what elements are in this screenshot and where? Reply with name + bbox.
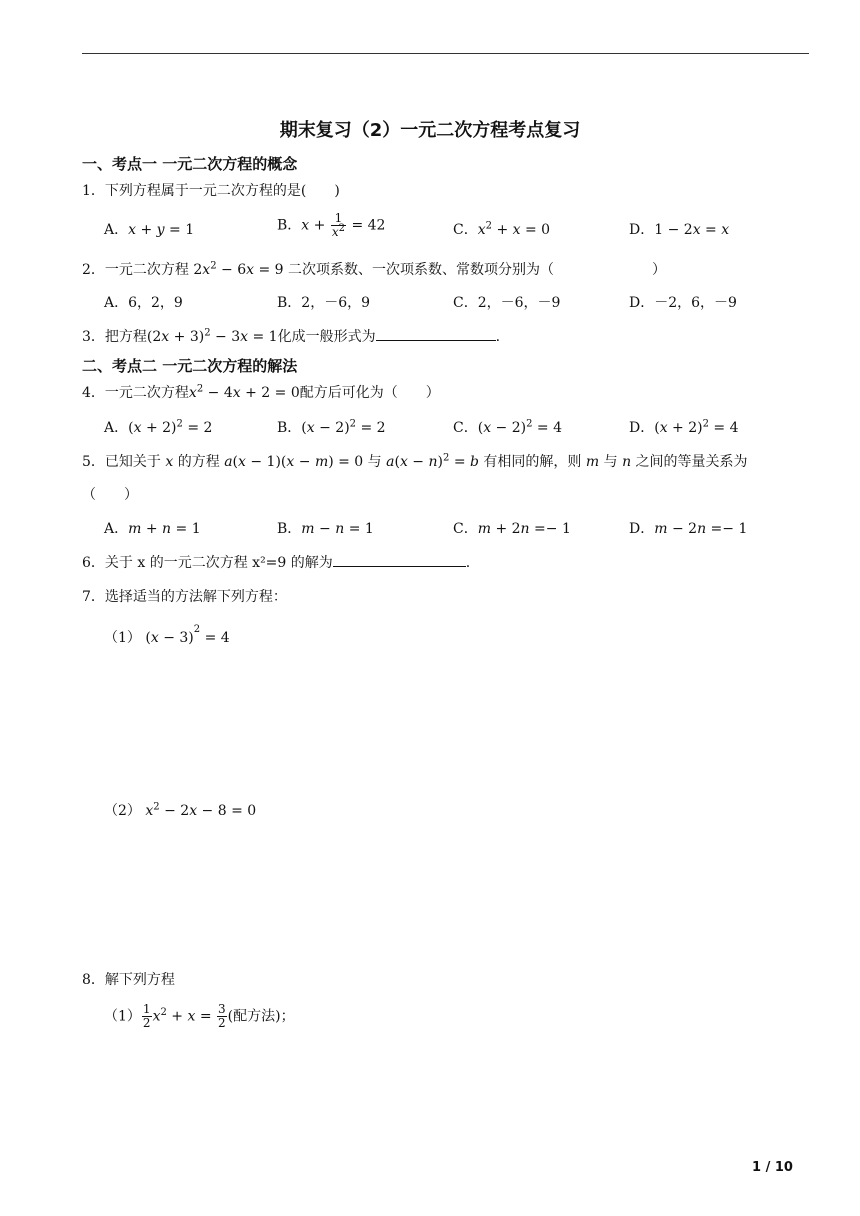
question-8: 8．解下列方程 (82, 972, 175, 988)
q4-option-d: D．$(x + 2)^2 = 4$ (629, 418, 739, 436)
q5-paren: （ ） (82, 487, 138, 503)
question-1: 1．下列方程属于一元二次方程的是( ) (82, 183, 340, 199)
question-5: 5．已知关于 x 的方程 a(x − 1)(x − m) = 0 与 $a(x - n)^2 = b$ 有相同的解，则 m 与 n 之间的等量关系为 (82, 452, 748, 470)
q6-answer-blank[interactable] (333, 552, 466, 567)
q4-option-c: C．$(x - 2)^2 = 4$ (453, 418, 563, 436)
page-number: 1 / 10 (752, 1160, 793, 1175)
section-heading-1: 一、考点一 一元二次方程的概念 (82, 155, 298, 173)
q5-option-b: B．m − n = 1 (277, 521, 374, 537)
q5-option-d: D．m − 2n =− 1 (629, 521, 748, 537)
question-6: 6．关于 x 的一元二次方程 x²=9 的解为 . (82, 552, 470, 572)
question-3: 3．把方程$(2x + 3)^2 - 3x = 1$化成一般形式为 . (82, 327, 501, 345)
page-title: 期末复习（2）一元二次方程考点复习 (279, 120, 581, 141)
q4-option-a: A．$(x + 2)^2 = 2$ (104, 418, 213, 436)
q2-option-b: B．2，－6，9 (277, 295, 371, 311)
q7-part-2: （2） $x^2 - 2x - 8 = 0$ (104, 801, 257, 819)
q8-part-1: （1） $\frac{1}{2}$ $x^2 + x$ = $\frac{3}{2}$ (配方法)； (104, 1002, 295, 1030)
q2-option-a: A．6，2，9 (104, 295, 183, 311)
q2-option-c: C．2，－6，－9 (453, 295, 561, 311)
q4-option-b: B．$(x - 2)^2 = 2$ (277, 418, 386, 436)
q3-answer-blank[interactable] (376, 326, 496, 341)
q1-option-a: A．x + y = 1 (104, 222, 195, 238)
question-7: 7．选择适当的方法解下列方程： (82, 589, 287, 605)
q5-option-a: A．m + n = 1 (104, 521, 201, 537)
q1-option-b: B．x + $\frac{1}{x^2}$ = 42 (277, 211, 386, 239)
question-4: 4．一元二次方程$x^2 - 4x + 2 = 0$配方后可化为（ ） (82, 383, 440, 401)
section-heading-2: 二、考点二 一元二次方程的解法 (82, 357, 298, 375)
q1-option-d: D．1 − 2x = x (629, 222, 730, 238)
q1-option-c: C．$x^2 + x = 0$ (453, 220, 551, 238)
question-2: 2．一元二次方程 $2x^2 - 6x = 9$ 二次项系数、一次项系数、常数项分别为（ ） (82, 260, 667, 278)
header-rule (82, 53, 809, 54)
q5-option-c: C．m + 2n =− 1 (453, 521, 571, 537)
q7-part-1: （1） $(x - 3)^2 = 4$ (104, 624, 230, 646)
q2-option-d: D．－2，6，－9 (629, 295, 737, 311)
